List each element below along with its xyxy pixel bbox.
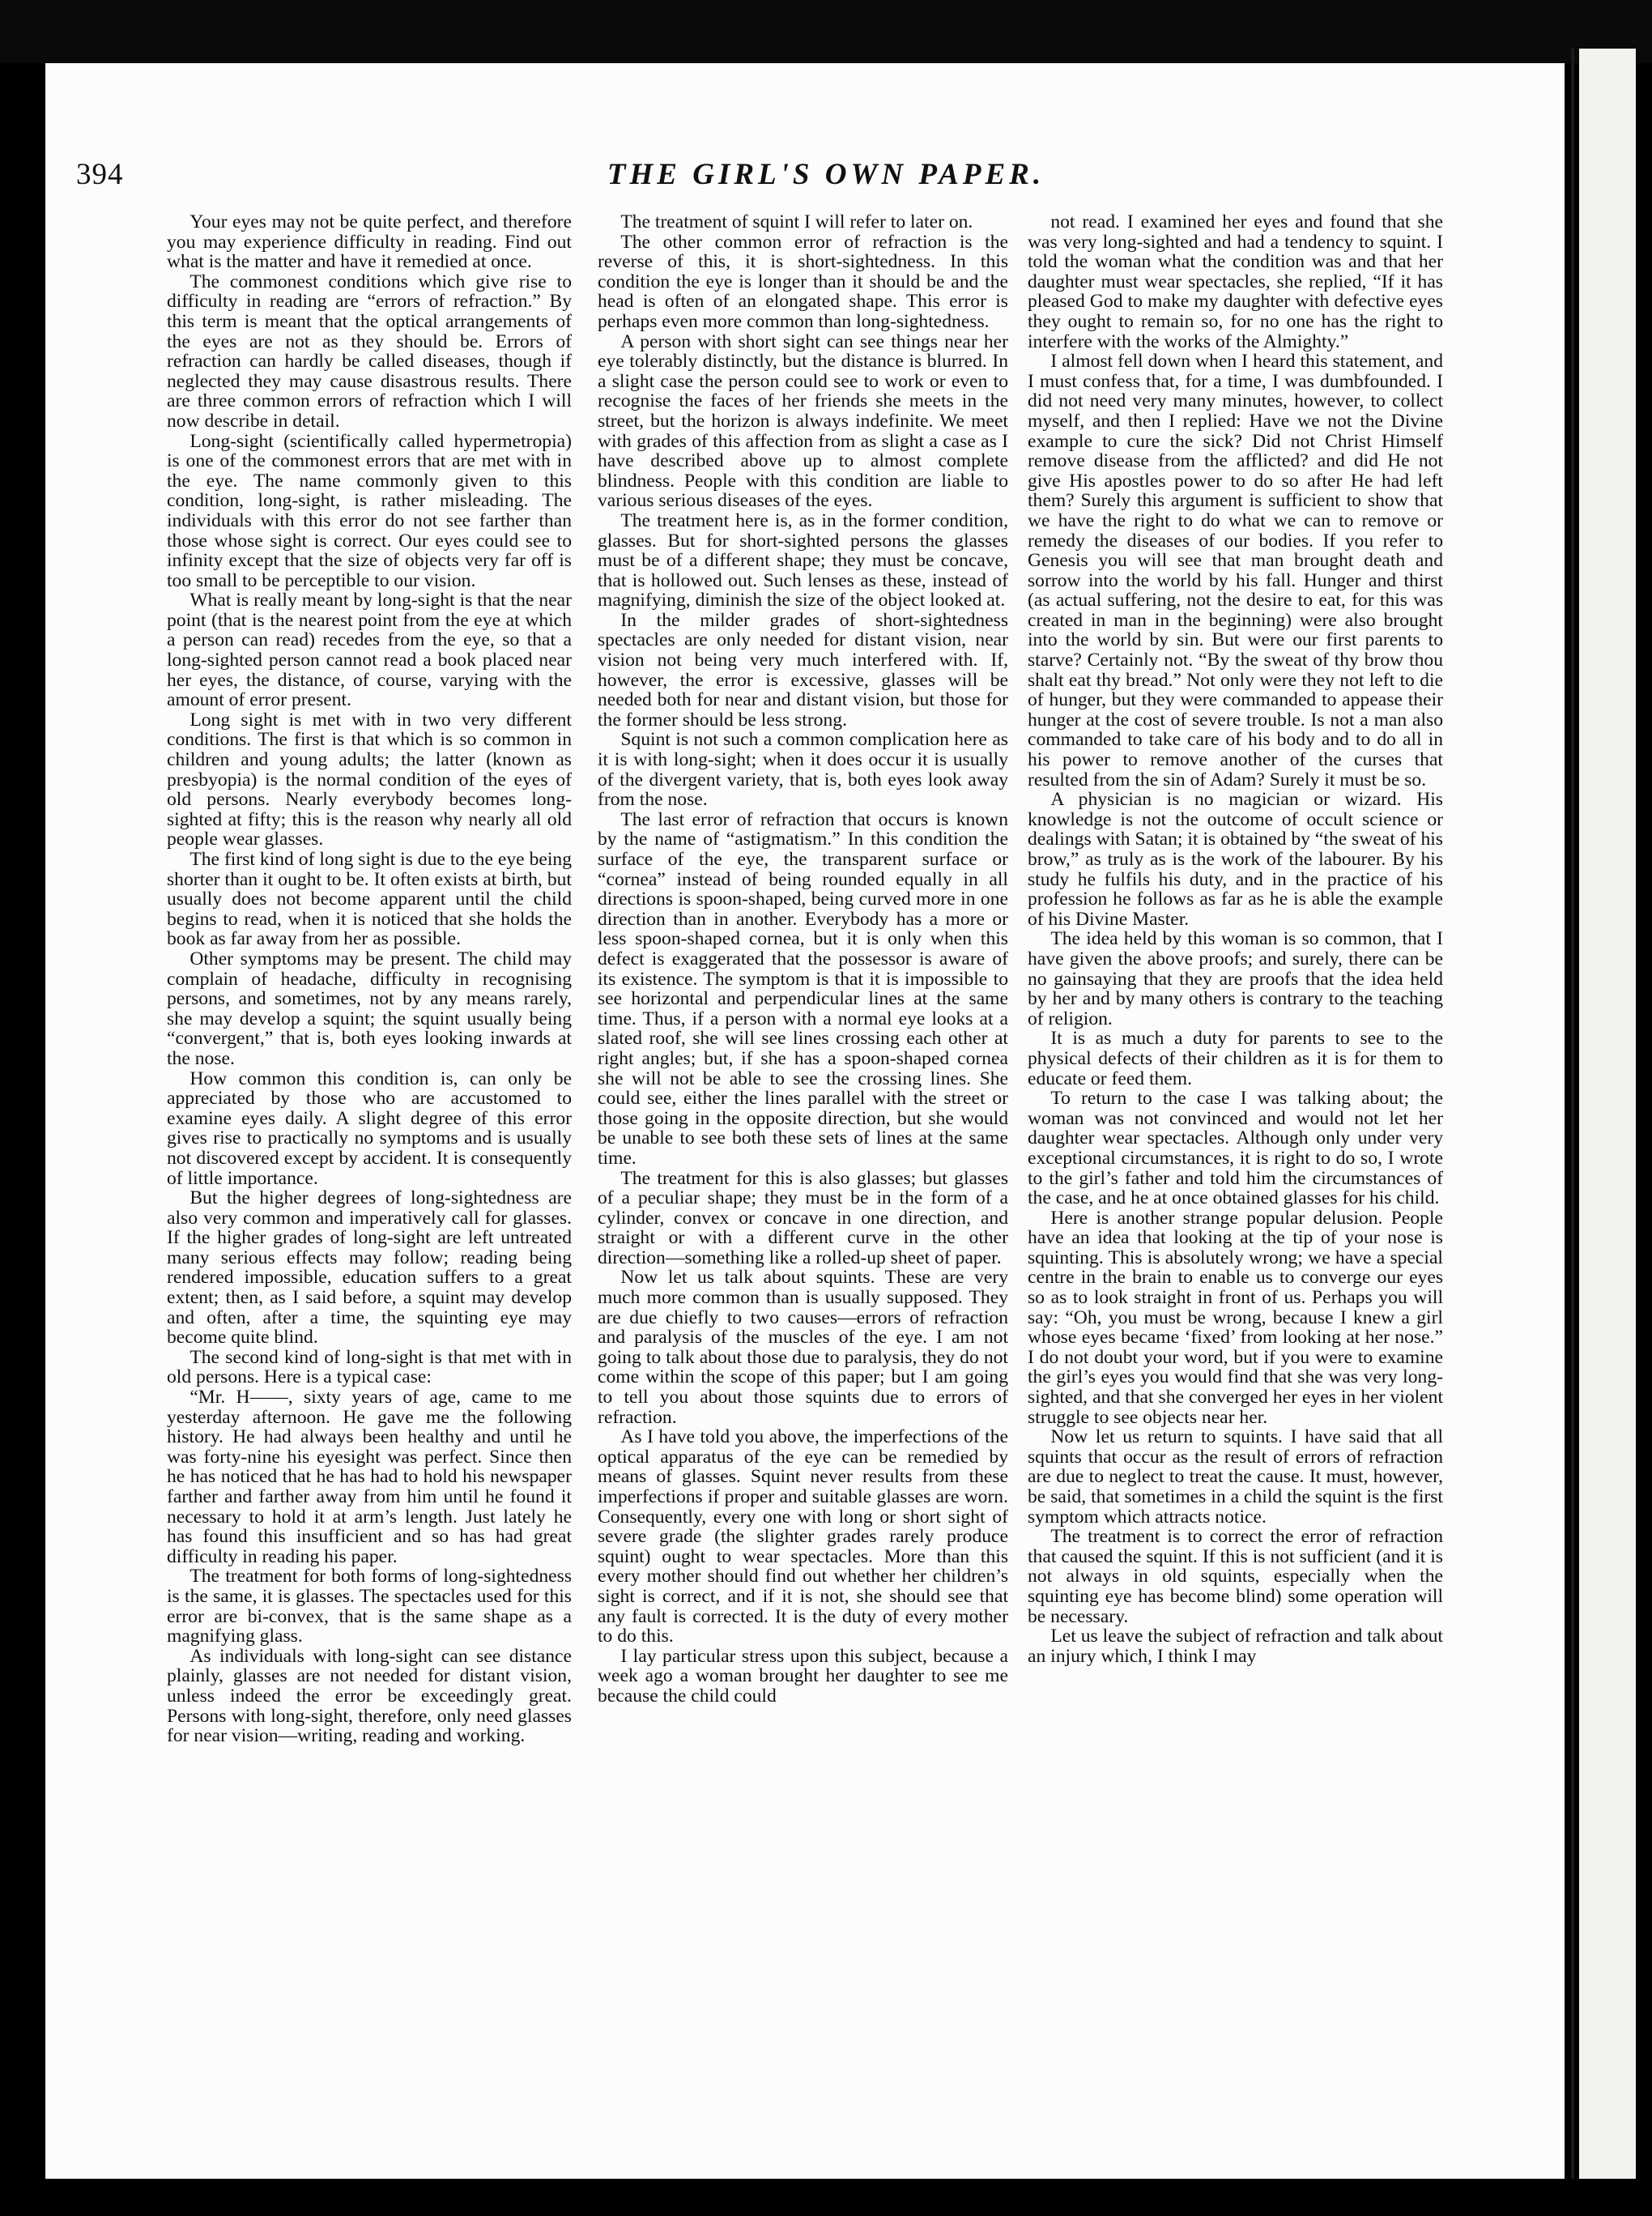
text-column-2: [598, 212, 1008, 2059]
paragraph: The idea held by this woman is so common, that I have given the above proofs; and surely, there can be no gainsaying that they are proofs that the idea held by her and by many others is contrary to the teaching of religion.: [1028, 928, 1443, 1029]
running-title: THE GIRL'S OWN PAPER.: [607, 158, 1045, 191]
paragraph: Other symptoms may be present. The child may complain of headache, difficulty in recognising persons, and sometimes, not by any means rarely, she may develop a squint; the squint usually being “convergent,” that is, both eyes looking inwards at the nose.: [167, 948, 572, 1069]
paragraph: In the milder grades of short-sightedness spectacles are only needed for distant vision, near vision not being very much interfered with. If, however, the error is excessive, glasses will be needed both for near and distant vision, but those for the former should be less strong.: [598, 609, 1008, 731]
paragraph: The treatment is to correct the error of refraction that caused the squint. If this is not sufficient (and it is not always in old squints, especially when the squinting eye has become blind) some operation will be necessary.: [1028, 1526, 1443, 1627]
paragraph: The second kind of long-sight is that met with in old persons. Here is a typical case:: [167, 1346, 572, 1388]
paragraph: As I have told you above, the imperfections of the optical apparatus of the eye can be remedied by means of glasses. Squint never results from these imperfections if proper and suitable glasses are worn. Consequently, every one with long or short sight of severe grade (the slighter grades rarely produce squint) ought to wear spectacles. More than this every mother should find out whether her children’s sight is correct, and if it is not, she should see that any fault is corrected. It is the duty of every mother to do this.: [598, 1426, 1008, 1647]
paragraph: The other common error of refraction is the reverse of this, it is short-sightedness. In this condition the eye is longer than it should be and the head is often of an elongated shape. This error is perhaps even more common than long-sightedness.: [598, 231, 1008, 332]
paragraph: A physician is no magician or wizard. His knowledge is not the outcome of occult science or dealings with Satan; it is obtained by “the sweat of his brow,” as truly as is the work of the labourer. By his study he fulfils his duty, and in the practice of his profession he follows as far as he is able the example of his Divine Master.: [1028, 789, 1443, 930]
paragraph: Long sight is met with in two very different conditions. The first is that which is so common in children and young adults; the latter (known as presbyopia) is the normal condition of the eyes of old persons. Nearly everybody becomes long-sighted at fifty; this is the reason why nearly all old people wear glasses.: [167, 709, 572, 850]
paragraph: I almost fell down when I heard this statement, and I must confess that, for a time, I was dumbfounded. I did not need very many minutes, however, to collect myself, and then I replied: Have we not the Divine example to cure the sick? Did not Christ Himself remove disease from the afflicted? and did He not give His apostles power to do so after He had left them? Surely this argument is sufficient to show that we have the right to do what we can to remove or remedy the diseases of our bodies. If you refer to Genesis you will see that man brought death and sorrow into the world by his fall. Hunger and thirst (as actual suffering, not the desire to eat, for this was created in man in the beginning) were also brought into the world by sin. But were our first parents to starve? Certainly not. “By the sweat of thy brow thou shalt eat thy bread.” Not only were they not left to die of hunger, but they were commanded to appease their hunger at the cost of severe trouble. Is not a man also commanded to take care of his body and to do all in his power to remove another of the curses that resulted from the sin of Adam? Surely it must be so.: [1028, 351, 1443, 791]
paragraph: The commonest conditions which give rise to difficulty in reading are “errors of refraction.” By this term is meant that the optical arrangements of the eyes are not as they should be. Errors of refraction can hardly be called diseases, though if neglected they may cause disastrous results. There are three common errors of refraction which I will now describe in detail.: [167, 271, 572, 432]
text-column-1: [167, 212, 572, 2059]
text-column-3: [1028, 212, 1443, 2059]
paragraph: Here is another strange popular delusion. People have an idea that looking at the tip of your nose is squinting. This is absolutely wrong; we have a special centre in the brain to enable us to converge our eyes so as to look straight in front of us. Perhaps you will say: “Oh, you must be wrong, because I knew a girl whose eyes became ‘fixed’ from looking at her nose.” I do not doubt your word, but if you were to examine the girl’s eyes you would find that she was very long-sighted, and that she converged her eyes in her violent struggle to see objects near her.: [1028, 1207, 1443, 1428]
paragraph: How common this condition is, can only be appreciated by those who are accustomed to examine eyes daily. A slight degree of this error gives rise to practically no symptoms and is usually not discovered except by accident. It is consequently of little importance.: [167, 1068, 572, 1189]
paragraph: The treatment here is, as in the former condition, glasses. But for short-sighted persons the glasses must be of a different shape; they must be concave, that is hollowed out. Such lenses as these, instead of magnifying, diminish the size of the object looked at.: [598, 509, 1008, 612]
scan-border: [0, 0, 1652, 63]
paragraph: Your eyes may not be quite perfect, and therefore you may experience difficulty in reading. Find out what is the matter and have it remedied at once.: [167, 212, 572, 273]
paragraph: “Mr. H——, sixty years of age, came to me yesterday afternoon. He gave me the following history. He had always been healthy and until he was forty-nine his eyesight was perfect. Since then he has noticed that he has had to hold his newspaper farther and farther away from him until he found it necessary to hold it at arm’s length. Just lately he has found this insufficient and so has had great difficulty in reading his paper.: [167, 1387, 572, 1567]
paragraph: Now let us talk about squints. These are very much more common than is usually supposed. They are due chiefly to two causes—errors of refraction and paralysis of the muscles of the eye. I am not going to talk about those due to paralysis, they do not come within the scope of this paper; but I am going to tell you about those squints due to errors of refraction.: [598, 1267, 1008, 1428]
paragraph: The last error of refraction that occurs is known by the name of “astigmatism.” In this condition the surface of the eye, the transparent surface or “cornea” instead of being rounded equally in all directions is spoon-shaped, being curved more in one direction than in another. Everybody has a more or less spoon-shaped cornea, but it is only when this defect is exaggerated that the possessor is aware of its existence. The symptom is that it is impossible to see horizontal and perpendicular lines at the same time. Thus, if a person with a normal eye looks at a slated roof, she will see lines crossing each other at right angles; but, if she has a spoon-shaped cornea she will not be able to see the crossing lines. She could see, either the lines parallel with the street or those going in the opposite direction, but she would be unable to see both these sets of lines at the same time.: [598, 808, 1008, 1169]
paragraph: But the higher degrees of long-sightedness are also very common and imperatively call for glasses. If the higher grades of long-sight are left untreated many serious effects may follow; reading being rendered impossible, education suffers to a great extent; then, as I said before, a squint may develop and often, after a time, the squinting eye may become quite blind.: [167, 1187, 572, 1349]
adjacent-page-edge: [1579, 49, 1636, 2179]
paragraph: Squint is not such a common complication here as it is with long-sight; when it does occur it is usually of the divergent variety, that is, both eyes look away from the nose.: [598, 729, 1008, 811]
paragraph: Long-sight (scientifically called hypermetropia) is one of the commonest errors that are met with in the eye. The name commonly given to this condition, long-sight, is rather misleading. The individuals with this error do not see farther than those whose sight is correct. Our eyes could see to infinity except that the size of objects very far off is too small to be perceptible to our vision.: [167, 430, 572, 591]
paragraph: The first kind of long sight is due to the eye being shorter than it ought to be. It often exists at birth, but usually does not become apparent until the child begins to read, when it is noticed that she holds the book as far away from her as possible.: [167, 849, 572, 950]
paragraph: not read. I examined her eyes and found that she was very long-sighted and had a tendency to squint. I told the woman what the condition was and that her daughter must wear spectacles, she replied, “If it has pleased God to make my daughter with defective eyes they ought to remain so, for no one has the right to interfere with the works of the Almighty.”: [1028, 212, 1443, 352]
page-number: 394: [76, 158, 124, 191]
paragraph: To return to the case I was talking about; the woman was not convinced and would not let her daughter wear spectacles. Although only under very exceptional circumstances, it is right to do so, I wrote to the girl’s father and told him the circumstances of the case, and he at once obtained glasses for his child.: [1028, 1088, 1443, 1209]
paragraph: A person with short sight can see things near her eye tolerably distinctly, but the distance is blurred. In a slight case the person could see to work or even to recognise the faces of her friends she meets in the street, but the horizon is always indefinite. We meet with grades of this affection from as slight a case as I have described above up to almost complete blindness. People with this condition are liable to various serious diseases of the eyes.: [598, 330, 1008, 512]
paragraph: Now let us return to squints. I have said that all squints that occur as the result of errors of refraction are due to neglect to treat the cause. It must, however, be said, that sometimes in a child the squint is the first symptom which attracts notice.: [1028, 1426, 1443, 1528]
paragraph: Let us leave the subject of refraction and talk about an injury which, I think I may: [1028, 1626, 1443, 1667]
paragraph: The treatment of squint I will refer to later on.: [620, 212, 973, 232]
paragraph: I lay particular stress upon this subject, because a week ago a woman brought her daughter to see me because the child could: [598, 1645, 1008, 1707]
page-edge-shadow: [1571, 49, 1574, 2179]
paragraph: As individuals with long-sight can see distance plainly, glasses are not needed for distant vision, unless indeed the error be exceedingly great. Persons with long-sight, therefore, only need glasses for near vision—writing, reading and working.: [167, 1645, 572, 1747]
paragraph: The treatment for this is also glasses; but glasses of a peculiar shape; they must be in the form of a cylinder, convex or concave in one direction, and straight or with a different curve in the other direction—something like a rolled-up sheet of paper.: [598, 1167, 1008, 1268]
paragraph: What is really meant by long-sight is that the near point (that is the nearest point from the eye at which a person can read) recedes from the eye, so that a long-sighted person cannot read a book placed near her eyes, the distance, of course, varying with the amount of error present.: [167, 590, 572, 711]
paragraph: The treatment for both forms of long-sightedness is the same, it is glasses. The spectacles used for this error are bi-convex, that is the same shape as a magnifying glass.: [167, 1566, 572, 1647]
paragraph: It is as much a duty for parents to see to the physical defects of their children as it is for them to educate or feed them.: [1028, 1028, 1443, 1089]
